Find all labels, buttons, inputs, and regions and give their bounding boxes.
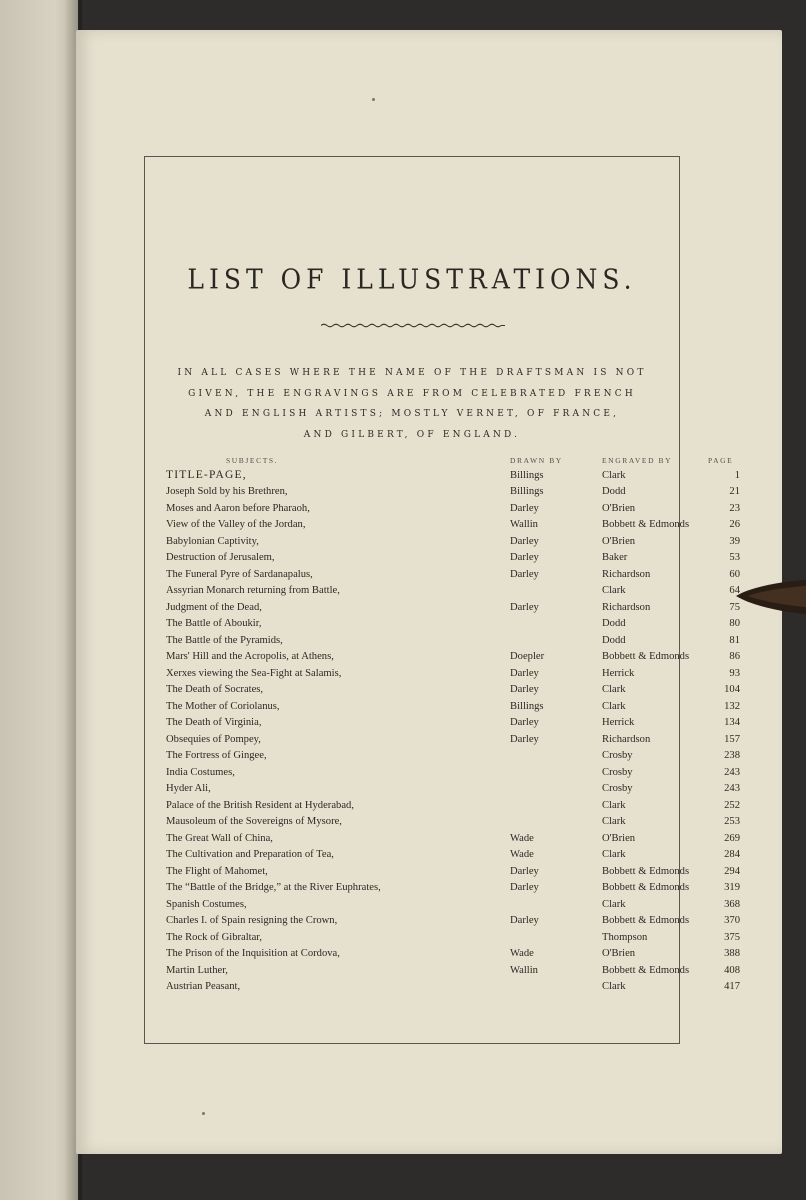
page-number-cell: 93: [729, 667, 740, 679]
notice-line: AND GILBERT, OF ENGLAND.: [303, 429, 521, 440]
page-number-cell: 253: [724, 816, 740, 828]
engraved-by-cell: Crosby: [602, 766, 633, 778]
table-row: [166, 847, 740, 864]
drawn-by-cell: Wallin: [510, 964, 538, 976]
table-row: [166, 632, 740, 649]
drawn-by-cell: Darley: [510, 865, 539, 877]
engraved-by-cell: O'Brien: [602, 502, 636, 514]
page-number-cell: 75: [729, 601, 740, 613]
subject-cell: View of the Valley of the Jordan,: [166, 519, 306, 531]
drawn-by-cell: [488, 814, 602, 831]
drawn-by-cell: Billings: [510, 486, 544, 498]
page-number-cell: 417: [724, 981, 740, 993]
subject-cell: The Great Wall of China,: [166, 832, 273, 844]
engraved-by-cell: Clark: [602, 898, 626, 910]
table-row: [166, 962, 740, 979]
page-number-cell: 243: [724, 766, 740, 778]
drawn-by-cell: Wade: [510, 948, 534, 960]
engraved-by-cell: Dodd: [602, 618, 626, 630]
subject-cell: Austrian Peasant,: [166, 981, 241, 993]
drawn-by-cell: Darley: [510, 915, 539, 927]
engraved-by-cell: Dodd: [602, 634, 626, 646]
page-number-cell: 294: [724, 865, 740, 877]
subject-cell: India Costumes,: [166, 766, 235, 778]
subject-cell: Xerxes viewing the Sea-Fight at Salamis,: [166, 667, 342, 679]
table-row: [166, 946, 740, 963]
table-row: [166, 698, 740, 715]
engraved-by-cell: Bobbett & Edmonds: [602, 651, 690, 663]
table-row: [166, 929, 740, 946]
drawn-by-cell: [488, 583, 602, 600]
engraved-by-cell: Clark: [602, 469, 626, 481]
subject-cell: The Battle of the Pyramids,: [166, 634, 283, 646]
subject-cell: Charles I. of Spain resigning the Crown,: [166, 915, 338, 927]
drawn-by-cell: Wallin: [510, 519, 538, 531]
engraved-by-cell: Richardson: [602, 601, 651, 613]
engraved-by-cell: Clark: [602, 981, 626, 993]
page-number-cell: 238: [724, 750, 740, 762]
table-row: [166, 814, 740, 831]
engraved-by-cell: Clark: [602, 585, 626, 597]
engraved-by-cell: O'Brien: [602, 832, 636, 844]
drawn-by-cell: Billings: [510, 469, 544, 481]
header-page: PAGE: [708, 455, 734, 465]
paper-speck: [372, 98, 375, 101]
table-row: [166, 880, 740, 897]
subject-cell: Destruction of Jerusalem,: [166, 552, 275, 564]
page-number-cell: 60: [729, 568, 740, 580]
drawn-by-cell: Darley: [510, 535, 539, 547]
drawn-by-cell: Darley: [510, 502, 539, 514]
notice-line: AND ENGLISH ARTISTS; MOSTLY VERNET, OF FRANCE,: [204, 409, 620, 419]
subject-cell: Joseph Sold by his Brethren,: [166, 486, 288, 498]
drawn-by-cell: Wade: [510, 832, 534, 844]
subject-cell: TITLE-PAGE,: [166, 469, 247, 482]
page-number-cell: 23: [729, 502, 740, 514]
page-number-cell: 368: [724, 898, 740, 910]
engraved-by-cell: Clark: [602, 684, 626, 696]
page-number-cell: 80: [729, 618, 740, 630]
page-number-cell: 86: [729, 651, 740, 663]
table-row: [166, 682, 740, 699]
engraved-by-cell: Thompson: [602, 931, 648, 943]
page-title: LIST OF ILLUSTRATIONS.: [187, 263, 637, 296]
drawn-by-cell: Darley: [510, 552, 539, 564]
page-border-frame: [144, 156, 740, 1044]
drawn-by-cell: Darley: [510, 882, 539, 894]
subject-cell: The Fortress of Gingee,: [166, 750, 267, 762]
page-number-cell: 319: [724, 882, 740, 894]
page-number-cell: 64: [729, 585, 740, 597]
subject-cell: Mausoleum of the Sovereigns of Mysore,: [166, 816, 342, 828]
engraved-by-cell: Richardson: [602, 568, 651, 580]
drawn-by-cell: Wade: [510, 849, 534, 861]
engraved-by-cell: Crosby: [602, 750, 633, 762]
subject-cell: Mars' Hill and the Acropolis, at Athens,: [166, 651, 334, 663]
drawn-by-cell: [488, 896, 602, 913]
header-drawn-by: DRAWN BY: [510, 455, 563, 465]
drawn-by-cell: Darley: [510, 601, 539, 613]
drawn-by-cell: Darley: [510, 568, 539, 580]
engraved-by-cell: Herrick: [602, 717, 635, 729]
page-number-cell: 53: [729, 552, 740, 564]
drawn-by-cell: [488, 929, 602, 946]
engraved-by-cell: Clark: [602, 799, 626, 811]
table-row: [166, 797, 740, 814]
notice-line: GIVEN, THE ENGRAVINGS ARE FROM CELEBRATED FRENCH: [188, 388, 636, 399]
drawn-by-cell: [488, 979, 602, 996]
page-number-cell: 370: [724, 915, 740, 927]
page-number-cell: 81: [729, 634, 740, 646]
notice-line: IN ALL CASES WHERE THE NAME OF THE DRAFTSMAN IS NOT: [177, 368, 647, 378]
subject-cell: The Rock of Gibraltar,: [166, 931, 263, 943]
illustrations-table: [166, 453, 740, 995]
table-row: [166, 616, 740, 633]
table-row: [166, 583, 740, 600]
page-number-cell: 1: [734, 469, 740, 481]
subject-cell: The Cultivation and Preparation of Tea,: [166, 849, 334, 861]
draftsman-notice: [165, 363, 659, 445]
subject-cell: Spanish Costumes,: [166, 898, 247, 910]
drawn-by-cell: [488, 748, 602, 765]
table-row: [166, 500, 740, 517]
table-header-row: [166, 453, 740, 467]
page-number-cell: 104: [724, 684, 740, 696]
page-number-cell: 408: [724, 964, 740, 976]
subject-cell: Babylonian Captivity,: [166, 535, 259, 547]
page-number-cell: 134: [724, 717, 740, 729]
engraved-by-cell: Bobbett & Edmonds: [602, 882, 690, 894]
subject-cell: The Battle of Aboukir,: [166, 618, 262, 630]
page-number-cell: 243: [724, 783, 740, 795]
table-row: [166, 913, 740, 930]
engraved-by-cell: Bobbett & Edmonds: [602, 915, 690, 927]
header-subjects: SUBJECTS.: [226, 455, 279, 465]
engraved-by-cell: Clark: [602, 816, 626, 828]
table-row: [166, 550, 740, 567]
drawn-by-cell: Darley: [510, 717, 539, 729]
page-number-cell: 375: [724, 931, 740, 943]
drawn-by-cell: [488, 632, 602, 649]
engraved-by-cell: Crosby: [602, 783, 633, 795]
drawn-by-cell: Darley: [510, 733, 539, 745]
subject-cell: The Flight of Mahomet,: [166, 865, 268, 877]
table-row: [166, 830, 740, 847]
table-row: [166, 566, 740, 583]
page-number-cell: 388: [724, 948, 740, 960]
decorative-wavy-rule: [321, 323, 505, 328]
drawn-by-cell: Darley: [510, 667, 539, 679]
page-number-cell: 26: [729, 519, 740, 531]
drawn-by-cell: Billings: [510, 700, 544, 712]
drawn-by-cell: Darley: [510, 684, 539, 696]
table-row: [166, 599, 740, 616]
drawn-by-cell: [488, 797, 602, 814]
table-row: [166, 533, 740, 550]
table-row: [166, 731, 740, 748]
subject-cell: The Funeral Pyre of Sardanapalus,: [166, 568, 313, 580]
subject-cell: Obsequies of Pompey,: [166, 733, 261, 745]
drawn-by-cell: [488, 781, 602, 798]
subject-cell: Palace of the British Resident at Hyderabad,: [166, 799, 354, 811]
subject-cell: Martin Luther,: [166, 964, 228, 976]
engraved-by-cell: Bobbett & Edmonds: [602, 519, 690, 531]
page-number-cell: 21: [729, 486, 740, 498]
subject-cell: The Prison of the Inquisition at Cordova,: [166, 948, 340, 960]
bookmark-ribbon: [734, 575, 806, 617]
drawn-by-cell: Doepler: [510, 651, 545, 663]
engraved-by-cell: Bobbett & Edmonds: [602, 964, 690, 976]
subject-cell: The Death of Socrates,: [166, 684, 264, 696]
table-row: [166, 484, 740, 501]
table-row: [166, 863, 740, 880]
table-row: [166, 715, 740, 732]
table-row: [166, 764, 740, 781]
header-engraved-by: ENGRAVED BY: [602, 455, 673, 465]
subject-cell: Moses and Aaron before Pharaoh,: [166, 502, 310, 514]
table-row: [166, 517, 740, 534]
table-row: [166, 649, 740, 666]
page-number-cell: 284: [724, 849, 740, 861]
drawn-by-cell: [488, 616, 602, 633]
drawn-by-cell: [488, 764, 602, 781]
engraved-by-cell: Clark: [602, 849, 626, 861]
table-row: [166, 781, 740, 798]
table-row: [166, 467, 740, 484]
engraved-by-cell: Herrick: [602, 667, 635, 679]
engraved-by-cell: Bobbett & Edmonds: [602, 865, 690, 877]
subject-cell: The Mother of Coriolanus,: [166, 700, 280, 712]
table-row: [166, 979, 740, 996]
table-row: [166, 748, 740, 765]
book-page: [76, 30, 782, 1154]
subject-cell: The “Battle of the Bridge,” at the River Euphrates,: [166, 882, 381, 894]
subject-cell: Assyrian Monarch returning from Battle,: [166, 585, 340, 597]
page-number-cell: 252: [724, 799, 740, 811]
subject-cell: Hyder Ali,: [166, 783, 211, 795]
page-number-cell: 132: [724, 700, 740, 712]
engraved-by-cell: Baker: [602, 552, 628, 564]
engraved-by-cell: Dodd: [602, 486, 626, 498]
engraved-by-cell: O'Brien: [602, 535, 636, 547]
page-number-cell: 39: [729, 535, 740, 547]
page-number-cell: 269: [724, 832, 740, 844]
paper-speck: [202, 1112, 205, 1115]
engraved-by-cell: O'Brien: [602, 948, 636, 960]
table-row: [166, 896, 740, 913]
engraved-by-cell: Clark: [602, 700, 626, 712]
subject-cell: The Death of Virginia,: [166, 717, 262, 729]
engraved-by-cell: Richardson: [602, 733, 651, 745]
page-number-cell: 157: [724, 733, 740, 745]
subject-cell: Judgment of the Dead,: [166, 601, 262, 613]
table-row: [166, 665, 740, 682]
